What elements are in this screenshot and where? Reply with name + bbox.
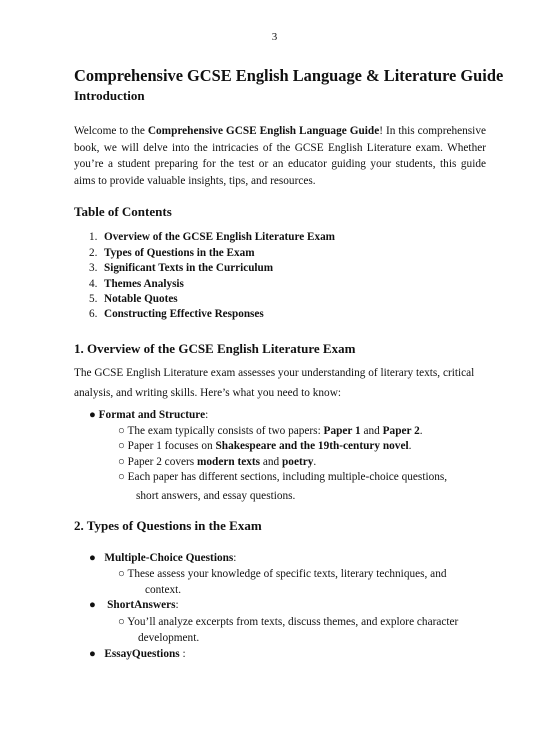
section-subtitle: Introduction bbox=[74, 88, 145, 103]
paper-2-topic: poetry bbox=[282, 456, 314, 468]
sub-bullet-glyph: ○ bbox=[118, 456, 125, 468]
sub-bullet-text: and bbox=[360, 425, 383, 437]
sub-bullet-text: These assess your knowledge of specific texts, literary techniques, and bbox=[127, 568, 447, 580]
toc-item-label: Constructing Effective Responses bbox=[104, 308, 264, 320]
toc-item bbox=[89, 293, 178, 305]
bullet-essay-questions bbox=[89, 648, 186, 660]
sub-bullet bbox=[118, 440, 411, 452]
page-number: 3 bbox=[271, 31, 278, 43]
sub-bullet bbox=[118, 425, 423, 437]
bullet-multiple-choice bbox=[89, 552, 236, 564]
sub-bullet-continuation: development. bbox=[138, 632, 200, 644]
sub-bullet bbox=[118, 471, 447, 483]
sub-bullet-glyph: ○ bbox=[118, 425, 125, 437]
sub-bullet-text: . bbox=[313, 456, 317, 468]
toc-item bbox=[89, 247, 255, 259]
toc-item-label: Overview of the GCSE English Literature Exam bbox=[104, 231, 335, 243]
sub-bullet-text: . bbox=[408, 440, 412, 452]
sub-bullet-glyph: ○ bbox=[118, 440, 125, 452]
toc-item-label: Significant Texts in the Curriculum bbox=[104, 262, 274, 274]
paper-2-topic: modern texts bbox=[196, 456, 261, 468]
toc-item-number: 1. bbox=[89, 231, 98, 243]
section-2-heading: 2. Types of Questions in the Exam bbox=[74, 518, 262, 533]
toc-item-number: 5. bbox=[89, 293, 98, 305]
section-1-heading: 1. Overview of the GCSE English Literature Exam bbox=[74, 341, 356, 356]
sub-bullet-text: The exam typically consists of two papers: bbox=[127, 425, 324, 437]
bullet-format-structure bbox=[89, 409, 208, 421]
bullet-label: Multiple-Choice Questions bbox=[104, 552, 234, 564]
bullet-glyph: ● bbox=[89, 648, 96, 660]
section-1-paragraph: The GCSE English Literature exam assesses your understanding of literary texts, critical analysis, and writing skills. Here’s what you need to know: bbox=[74, 367, 475, 399]
toc-item-label: Types of Questions in the Exam bbox=[104, 247, 255, 259]
bullet-glyph: ● bbox=[89, 409, 96, 421]
toc-item-number: 6. bbox=[89, 308, 98, 320]
bullet-short-answers bbox=[89, 599, 179, 611]
bullet-label: ShortAnswers bbox=[107, 599, 176, 611]
sub-bullet-glyph: ○ bbox=[118, 568, 125, 580]
bullet-colon: : bbox=[175, 599, 179, 611]
intro-paragraph bbox=[74, 123, 486, 189]
sub-bullet-text: Each paper has different sections, including multiple-choice questions, bbox=[127, 471, 448, 483]
toc-item-number: 3. bbox=[89, 262, 98, 274]
intro-text-pre: Welcome to the bbox=[74, 125, 148, 137]
sub-bullet-text: Paper 1 focuses on bbox=[127, 440, 216, 452]
bullet-glyph: ● bbox=[89, 552, 96, 564]
toc-item-label: Themes Analysis bbox=[104, 278, 184, 290]
toc-heading: Table of Contents bbox=[74, 204, 172, 219]
bullet-colon: : bbox=[205, 409, 209, 421]
toc-item bbox=[89, 278, 184, 290]
paper-1-label: Paper 1 bbox=[323, 425, 361, 437]
sub-bullet-text: and bbox=[260, 456, 283, 468]
bullet-colon: : bbox=[233, 552, 237, 564]
bullet-colon: : bbox=[179, 648, 186, 660]
sub-bullet-continuation: context. bbox=[145, 584, 182, 596]
bullet-label: EssayQuestions bbox=[104, 648, 180, 660]
toc-item bbox=[89, 262, 273, 274]
paper-1-focus: Shakespeare and the 19th-century novel bbox=[215, 440, 409, 452]
toc-item-label: Notable Quotes bbox=[104, 293, 178, 305]
intro-book-name: Comprehensive GCSE English Language Guide bbox=[147, 125, 380, 137]
toc-item bbox=[89, 308, 264, 320]
sub-bullet-glyph: ○ bbox=[118, 616, 125, 628]
bullet-label: Format and Structure bbox=[98, 409, 206, 421]
sub-bullet bbox=[118, 568, 447, 580]
toc-item bbox=[89, 231, 335, 243]
toc-item-number: 2. bbox=[89, 247, 98, 259]
bullet-glyph: ● bbox=[89, 599, 96, 611]
sub-bullet-glyph: ○ bbox=[118, 471, 125, 483]
toc-item-number: 4. bbox=[89, 278, 98, 290]
paper-2-label: Paper 2 bbox=[382, 425, 420, 437]
sub-bullet bbox=[118, 616, 458, 628]
document-title: Comprehensive GCSE English Language & Literature Guide bbox=[74, 66, 504, 85]
sub-bullet-text: . bbox=[419, 425, 423, 437]
sub-bullet bbox=[118, 456, 316, 468]
sub-bullet-text: You’ll analyze excerpts from texts, discuss themes, and explore character bbox=[127, 616, 459, 628]
sub-bullet-continuation: short answers, and essay questions. bbox=[136, 490, 296, 502]
sub-bullet-text: Paper 2 covers bbox=[127, 456, 197, 468]
intro-text-post: ! In this comprehensive book, we will delve into the intricacies of the GCSE English Literature exam. Whether you’re a student preparing for the test or an educator guiding your students, this guide aims to provide valuable insights, tips, and resources. bbox=[74, 125, 486, 187]
